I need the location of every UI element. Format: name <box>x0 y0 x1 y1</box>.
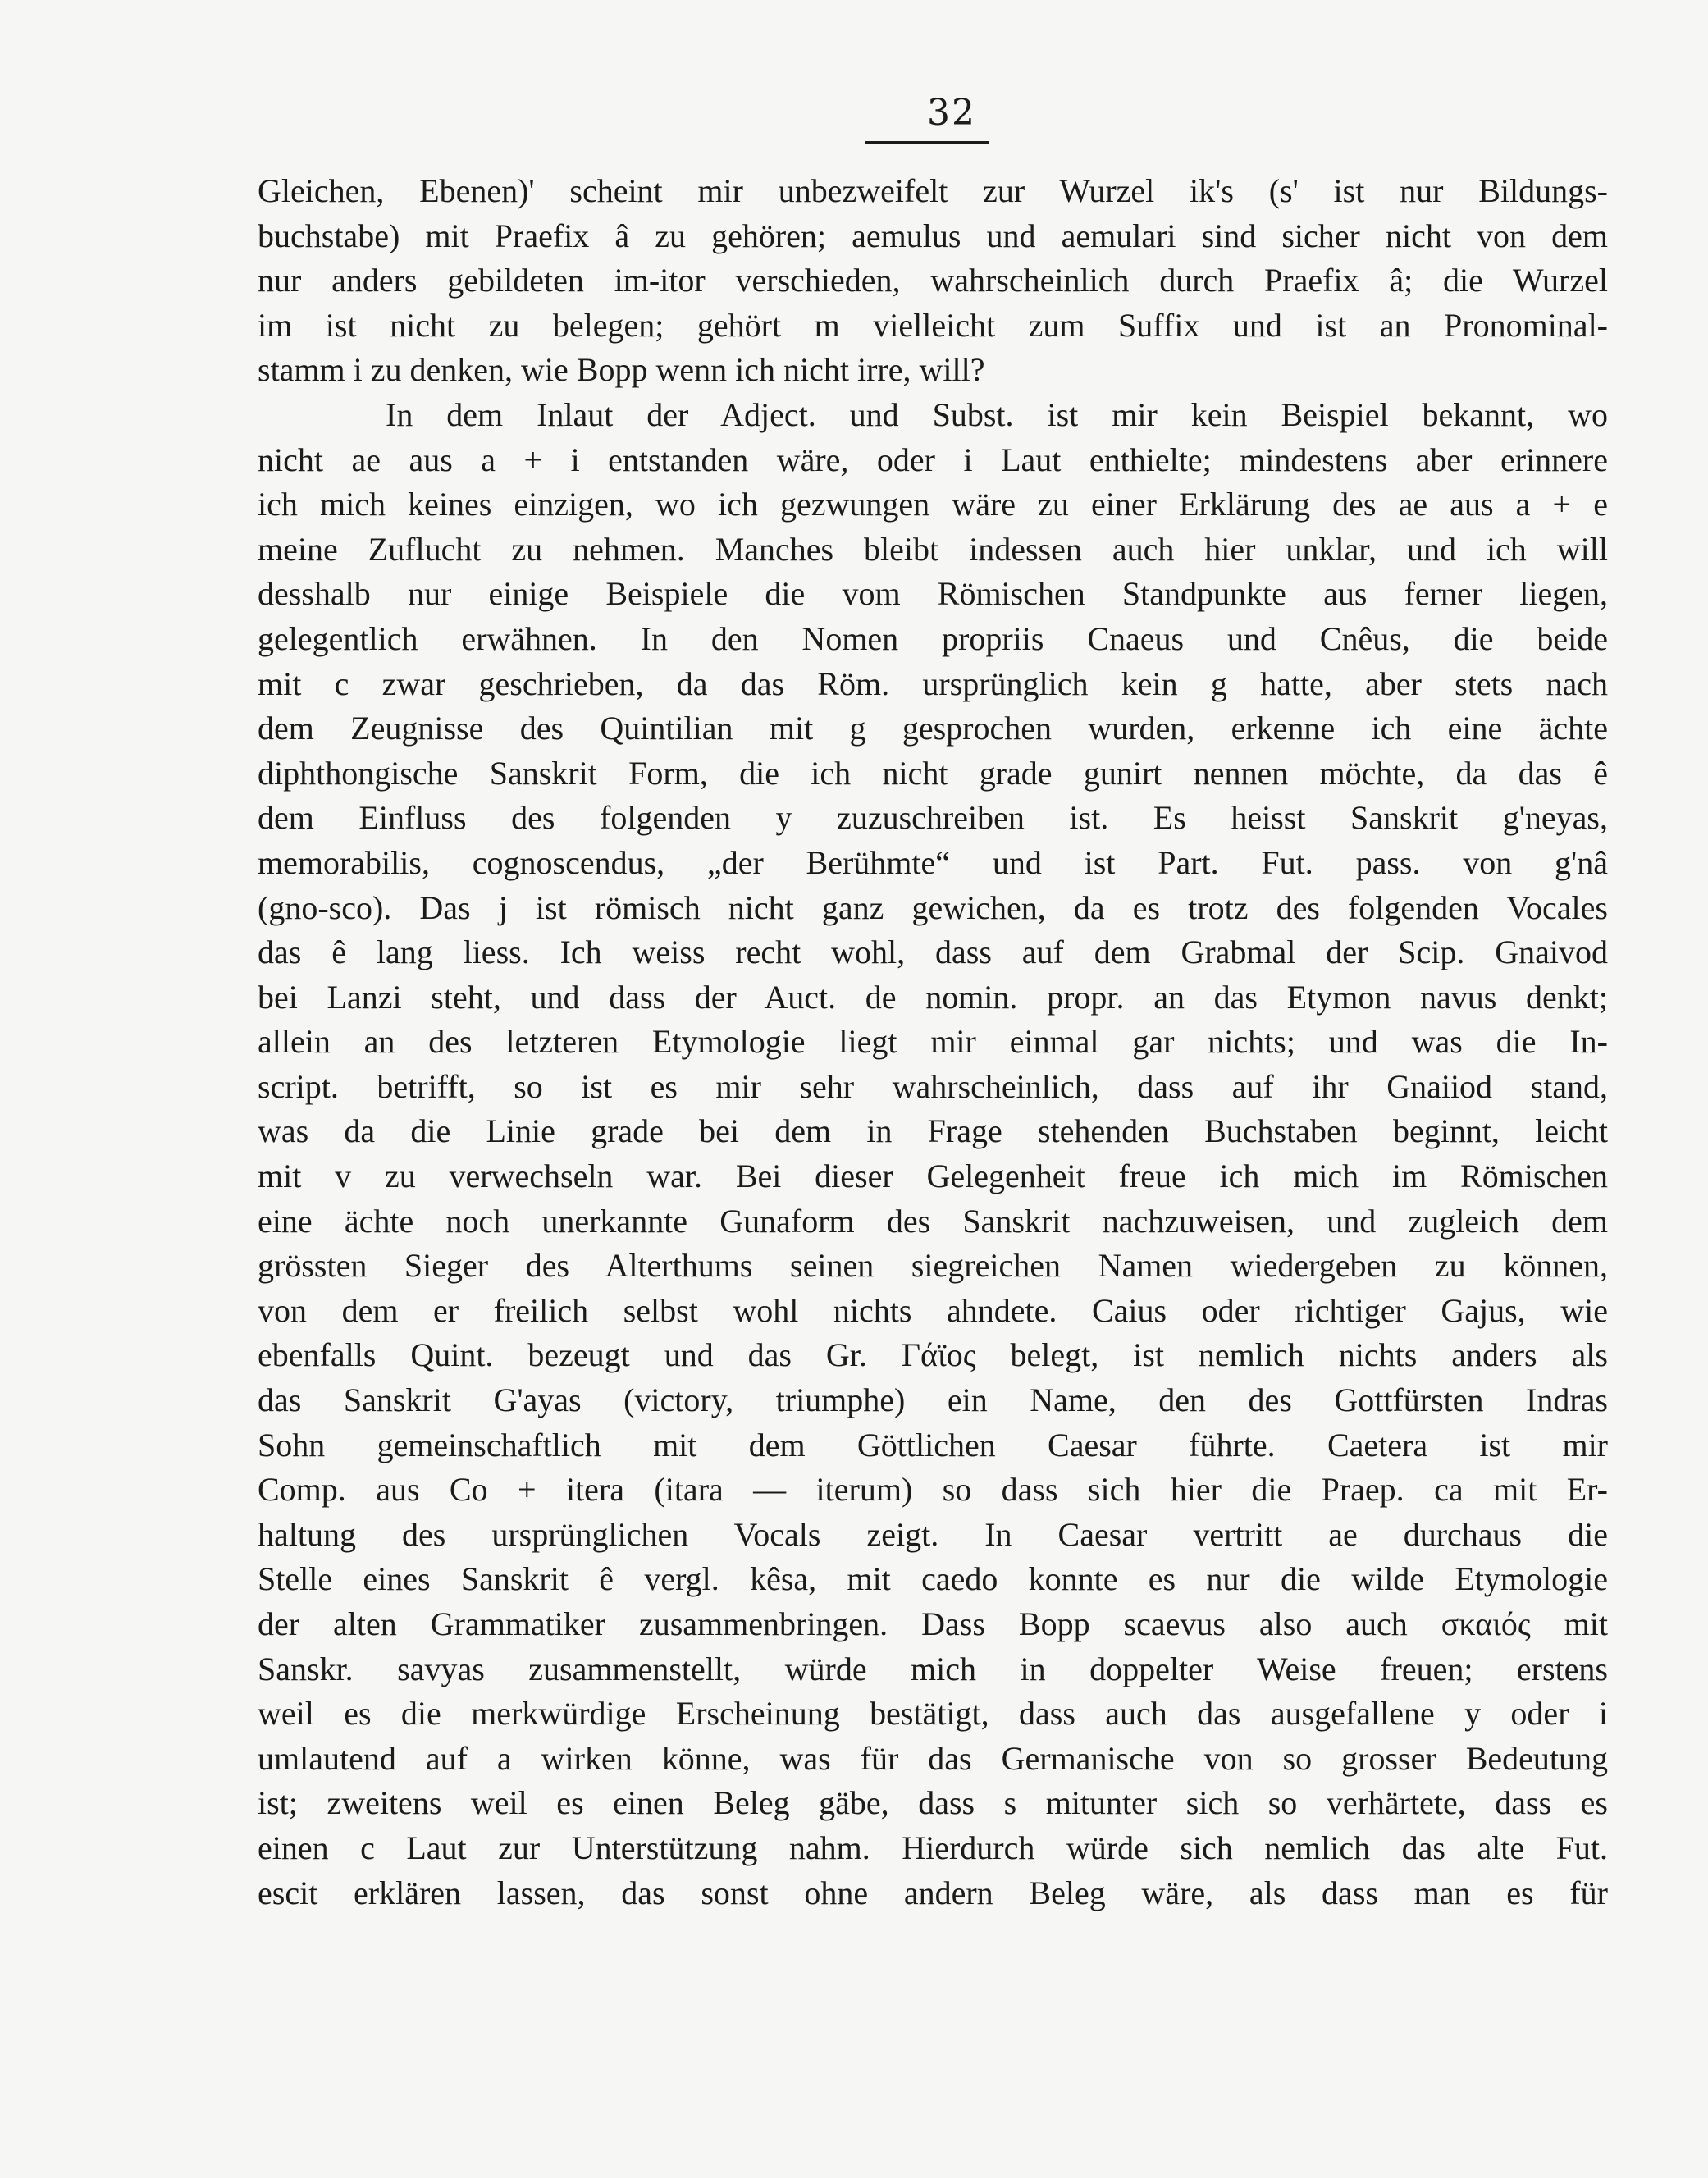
text-line: Comp. aus Co + itera (itara — iterum) so dass sich hier die Praep. ca mit Er- <box>258 1471 1608 1509</box>
text-line: stamm i zu denken, wie Bopp wenn ich nicht irre, will? <box>258 351 985 389</box>
text-line: ist; zweitens weil es einen Beleg gäbe, dass s mitunter sich so verhärtete, dass es <box>258 1784 1608 1822</box>
text-line: allein an des letzteren Etymologie liegt mir einmal gar nichts; und was die In- <box>258 1023 1608 1061</box>
text-line: haltung des ursprünglichen Vocals zeigt. In Caesar vertritt ae durchaus die <box>258 1515 1608 1553</box>
text-line: das Sanskrit G'ayas (victory, triumphe) ein Name, den des Gottfürsten Indras <box>258 1381 1608 1419</box>
text-line: das ê lang liess. Ich weiss recht wohl, dass auf dem Grabmal der Scip. Gnaivod <box>258 934 1608 971</box>
page-number: 32 <box>927 92 976 134</box>
page-number-rule <box>865 141 989 144</box>
text-line: desshalb nur einige Beispiele die vom Römischen Standpunkte aus ferner liegen, <box>258 575 1608 613</box>
text-line: ich mich keines einzigen, wo ich gezwungen wäre zu einer Erklärung des ae aus a + e <box>258 486 1608 523</box>
text-line: diphthongische Sanskrit Form, die ich nicht grade gunirt nennen möchte, da das ê <box>258 754 1608 792</box>
text-line: was da die Linie grade bei dem in Frage stehenden Buchstaben beginnt, leicht <box>258 1112 1608 1150</box>
text-line: bei Lanzi steht, und dass der Auct. de nomin. propr. an das Etymon navus denkt; <box>258 978 1608 1016</box>
text-line: weil es die merkwürdige Erscheinung bestätigt, dass auch das ausgefallene y oder i <box>258 1695 1608 1733</box>
text-line: Sanskr. savyas zusammenstellt, würde mich in doppelter Weise freuen; erstens <box>258 1650 1608 1687</box>
text-line: ebenfalls Quint. bezeugt und das Gr. Γάϊος belegt, ist nemlich nichts anders als <box>258 1336 1608 1374</box>
text-line: von dem er freilich selbst wohl nichts ahndete. Caius oder richtiger Gajus, wie <box>258 1291 1608 1329</box>
text-line: nur anders gebildeten im-itor verschieden, wahrscheinlich durch Praefix â; die Wurzel <box>258 262 1608 299</box>
text-line: memorabilis, cognoscendus, „der Berühmte“ und ist Part. Fut. pass. von g'nâ <box>258 843 1608 881</box>
text-line: einen c Laut zur Unterstützung nahm. Hierdurch würde sich nemlich das alte Fut. <box>258 1829 1608 1866</box>
body-text <box>258 169 1608 1915</box>
text-line: meine Zuflucht zu nehmen. Manches bleibt indessen auch hier unklar, und ich will <box>258 530 1608 568</box>
text-line: nicht ae aus a + i entstanden wäre, oder i Laut enthielte; mindestens aber erinnere <box>258 441 1608 478</box>
text-line: Stelle eines Sanskrit ê vergl. kêsa, mit caedo konnte es nur die wilde Etymologie <box>258 1560 1608 1598</box>
text-line: mit v zu verwechseln war. Bei dieser Gelegenheit freue ich mich im Römischen <box>258 1157 1608 1195</box>
text-line: dem Einfluss des folgenden y zuzuschreiben ist. Es heisst Sanskrit g'neyas, <box>258 799 1608 837</box>
text-line: (gno-sco). Das j ist römisch nicht ganz gewichen, da es trotz des folgenden Vocales <box>258 888 1608 926</box>
text-line: mit c zwar geschrieben, da das Röm. ursprünglich kein g hatte, aber stets nach <box>258 664 1608 702</box>
text-line: im ist nicht zu belegen; gehört m vielleicht zum Suffix und ist an Pronominal- <box>258 306 1608 344</box>
text-line: gelegentlich erwähnen. In den Nomen propriis Cnaeus und Cnêus, die beide <box>258 619 1608 657</box>
text-line: escit erklären lassen, das sonst ohne andern Beleg wäre, als dass man es für <box>258 1874 1608 1911</box>
text-line: dem Zeugnisse des Quintilian mit g gesprochen wurden, erkenne ich eine ächte <box>258 710 1608 747</box>
text-line: der alten Grammatiker zusammenbringen. Dass Bopp scaevus also auch σκαιός mit <box>258 1605 1608 1642</box>
text-line: Sohn gemeinschaftlich mit dem Göttlichen Caesar führte. Caetera ist mir <box>258 1426 1608 1463</box>
text-line: umlautend auf a wirken könne, was für das Germanische von so grosser Bedeutung <box>258 1739 1608 1777</box>
text-line: buchstabe) mit Praefix â zu gehören; aemulus und aemulari sind sicher nicht von dem <box>258 217 1608 254</box>
text-line: Gleichen, Ebenen)' scheint mir unbezweifelt zur Wurzel ik's (s' ist nur Bildungs- <box>258 172 1608 209</box>
text-line: eine ächte noch unerkannte Gunaform des Sanskrit nachzuweisen, und zugleich dem <box>258 1202 1608 1240</box>
text-line: In dem Inlaut der Adject. und Subst. ist mir kein Beispiel bekannt, wo <box>386 395 1608 433</box>
text-line: grössten Sieger des Alterthums seinen siegreichen Namen wiedergeben zu können, <box>258 1247 1608 1285</box>
text-line: script. betrifft, so ist es mir sehr wahrscheinlich, dass auf ihr Gnaiiod stand, <box>258 1067 1608 1105</box>
